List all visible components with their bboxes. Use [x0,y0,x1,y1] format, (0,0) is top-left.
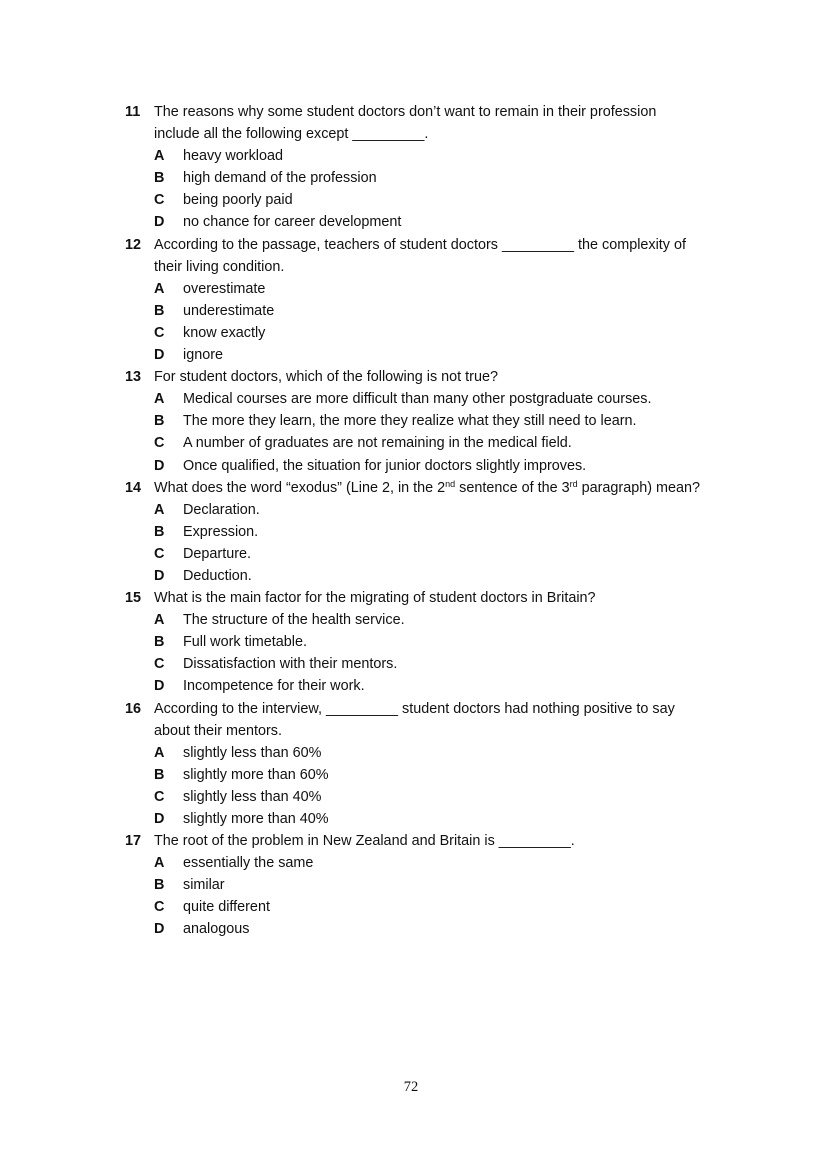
option-text: slightly more than 60% [183,766,329,783]
option-letter: D [154,811,165,827]
answer-option [125,300,765,322]
answer-option [125,322,765,344]
option-text: slightly more than 40% [183,811,329,827]
answer-option [125,874,765,896]
page-number: 72 [403,1079,419,1095]
question-text-part: paragraph) mean? [577,479,701,496]
answer-option [125,565,765,587]
answer-option [125,786,765,808]
option-letter: A [154,391,165,408]
question-number: 12 [125,236,142,253]
option-letter: B [154,413,165,430]
question-text: The reasons why some student doctors don’t want to remain in their profession [154,104,657,120]
question-number: 13 [125,369,142,386]
question-number: 14 [125,479,142,496]
option-text: slightly less than 60% [183,744,322,761]
option-text: Full work timetable. [183,634,307,651]
option-letter: C [154,545,165,562]
option-text: know exactly [183,324,266,341]
answer-option [125,918,765,940]
option-letter: B [154,302,165,319]
option-text: similar [183,877,225,894]
question-text: What is the main factor for the migrating of student doctors in Britain? [154,590,596,607]
option-text: ignore [183,347,224,364]
question-13 [125,366,765,476]
option-letter: C [154,788,165,805]
answer-option [125,189,765,211]
answer-option [125,278,765,300]
question-stem-line [125,366,765,388]
question-number: 16 [125,700,142,717]
answer-option [125,764,765,786]
question-16 [125,698,765,831]
question-text-part: sentence of the 3 [455,479,570,496]
question-stem-line [125,234,765,256]
option-letter: D [154,347,165,364]
question-11 [125,101,765,234]
answer-option [125,145,765,167]
option-letter: C [154,192,165,209]
answer-option [125,211,765,233]
option-letter: B [154,634,165,651]
option-text: The structure of the health service. [183,612,405,629]
question-14 [125,477,765,587]
question-stem-line [125,477,765,499]
option-letter: A [154,612,165,629]
question-number: 15 [125,590,142,607]
question-text: about their mentors. [154,722,282,739]
answer-option [125,521,765,543]
option-text: The more they learn, the more they realize what they still need to learn. [183,413,637,430]
answer-option [125,344,765,366]
option-text: Declaration. [183,501,260,518]
option-text: overestimate [183,280,266,297]
option-text: underestimate [183,302,275,319]
question-stem-line [125,256,765,278]
option-text: no chance for career development [183,214,402,231]
option-text: high demand of the profession [183,170,377,187]
option-text: analogous [183,921,250,938]
question-list [125,101,765,941]
question-stem-line [125,123,765,145]
question-text: include all the following except _________. [154,126,429,143]
answer-option [125,543,765,565]
option-letter: D [154,678,165,695]
option-text: A number of graduates are not remaining in the medical field. [183,435,572,452]
option-letter: C [154,899,165,916]
option-letter: B [154,766,165,783]
answer-option [125,675,765,697]
option-letter: C [154,656,165,673]
question-17 [125,830,765,940]
option-text: Deduction. [183,567,252,584]
option-text: Expression. [183,523,259,540]
question-stem-line [125,830,765,852]
option-text: being poorly paid [183,192,293,209]
option-letter: D [154,214,165,231]
option-letter: B [154,877,165,894]
question-text-part: What does the word “exodus” (Line 2, in the 2 [154,479,446,496]
question-text: According to the interview, _________ student doctors had nothing positive to say [154,700,675,717]
answer-option [125,455,765,477]
question-number: 11 [125,104,141,120]
option-letter: C [154,435,165,452]
answer-option [125,742,765,764]
question-stem-line [125,698,765,720]
option-letter: D [154,921,165,938]
answer-option [125,609,765,631]
option-text: Incompetence for their work. [183,678,365,695]
option-letter: A [154,855,165,872]
answer-option [125,499,765,521]
question-text: their living condition. [154,258,285,275]
answer-option [125,808,765,830]
question-text: For student doctors, which of the following is not true? [154,369,498,386]
superscript: rd [569,478,578,489]
option-text: Medical courses are more difficult than many other postgraduate courses. [183,391,652,408]
answer-option [125,896,765,918]
question-stem-line [125,587,765,609]
option-letter: A [154,744,165,761]
answer-option [125,653,765,675]
question-number: 17 [125,833,142,850]
option-text: slightly less than 40% [183,788,322,805]
option-text: Departure. [183,545,251,562]
option-text: Once qualified, the situation for junior doctors slightly improves. [183,457,587,474]
option-letter: A [154,148,165,165]
answer-option [125,631,765,653]
answer-option [125,410,765,432]
question-stem-line [125,101,765,123]
question-stem-line [125,720,765,742]
option-text: essentially the same [183,855,314,872]
option-letter: A [154,280,165,297]
question-text [154,477,700,499]
option-letter: B [154,523,165,540]
question-text: The root of the problem in New Zealand and Britain is _________. [154,833,575,850]
option-letter: A [154,501,165,518]
superscript: nd [445,478,456,489]
question-text: According to the passage, teachers of student doctors _________ the complexity of [154,236,686,253]
option-text: quite different [183,899,270,916]
answer-option [125,432,765,454]
answer-option [125,167,765,189]
answer-option [125,852,765,874]
option-letter: C [154,324,165,341]
option-text: Dissatisfaction with their mentors. [183,656,398,673]
question-12 [125,234,765,367]
answer-option [125,388,765,410]
option-letter: D [154,457,165,474]
option-text: heavy workload [183,148,283,165]
option-letter: B [154,170,165,187]
option-letter: D [154,567,165,584]
question-15 [125,587,765,697]
